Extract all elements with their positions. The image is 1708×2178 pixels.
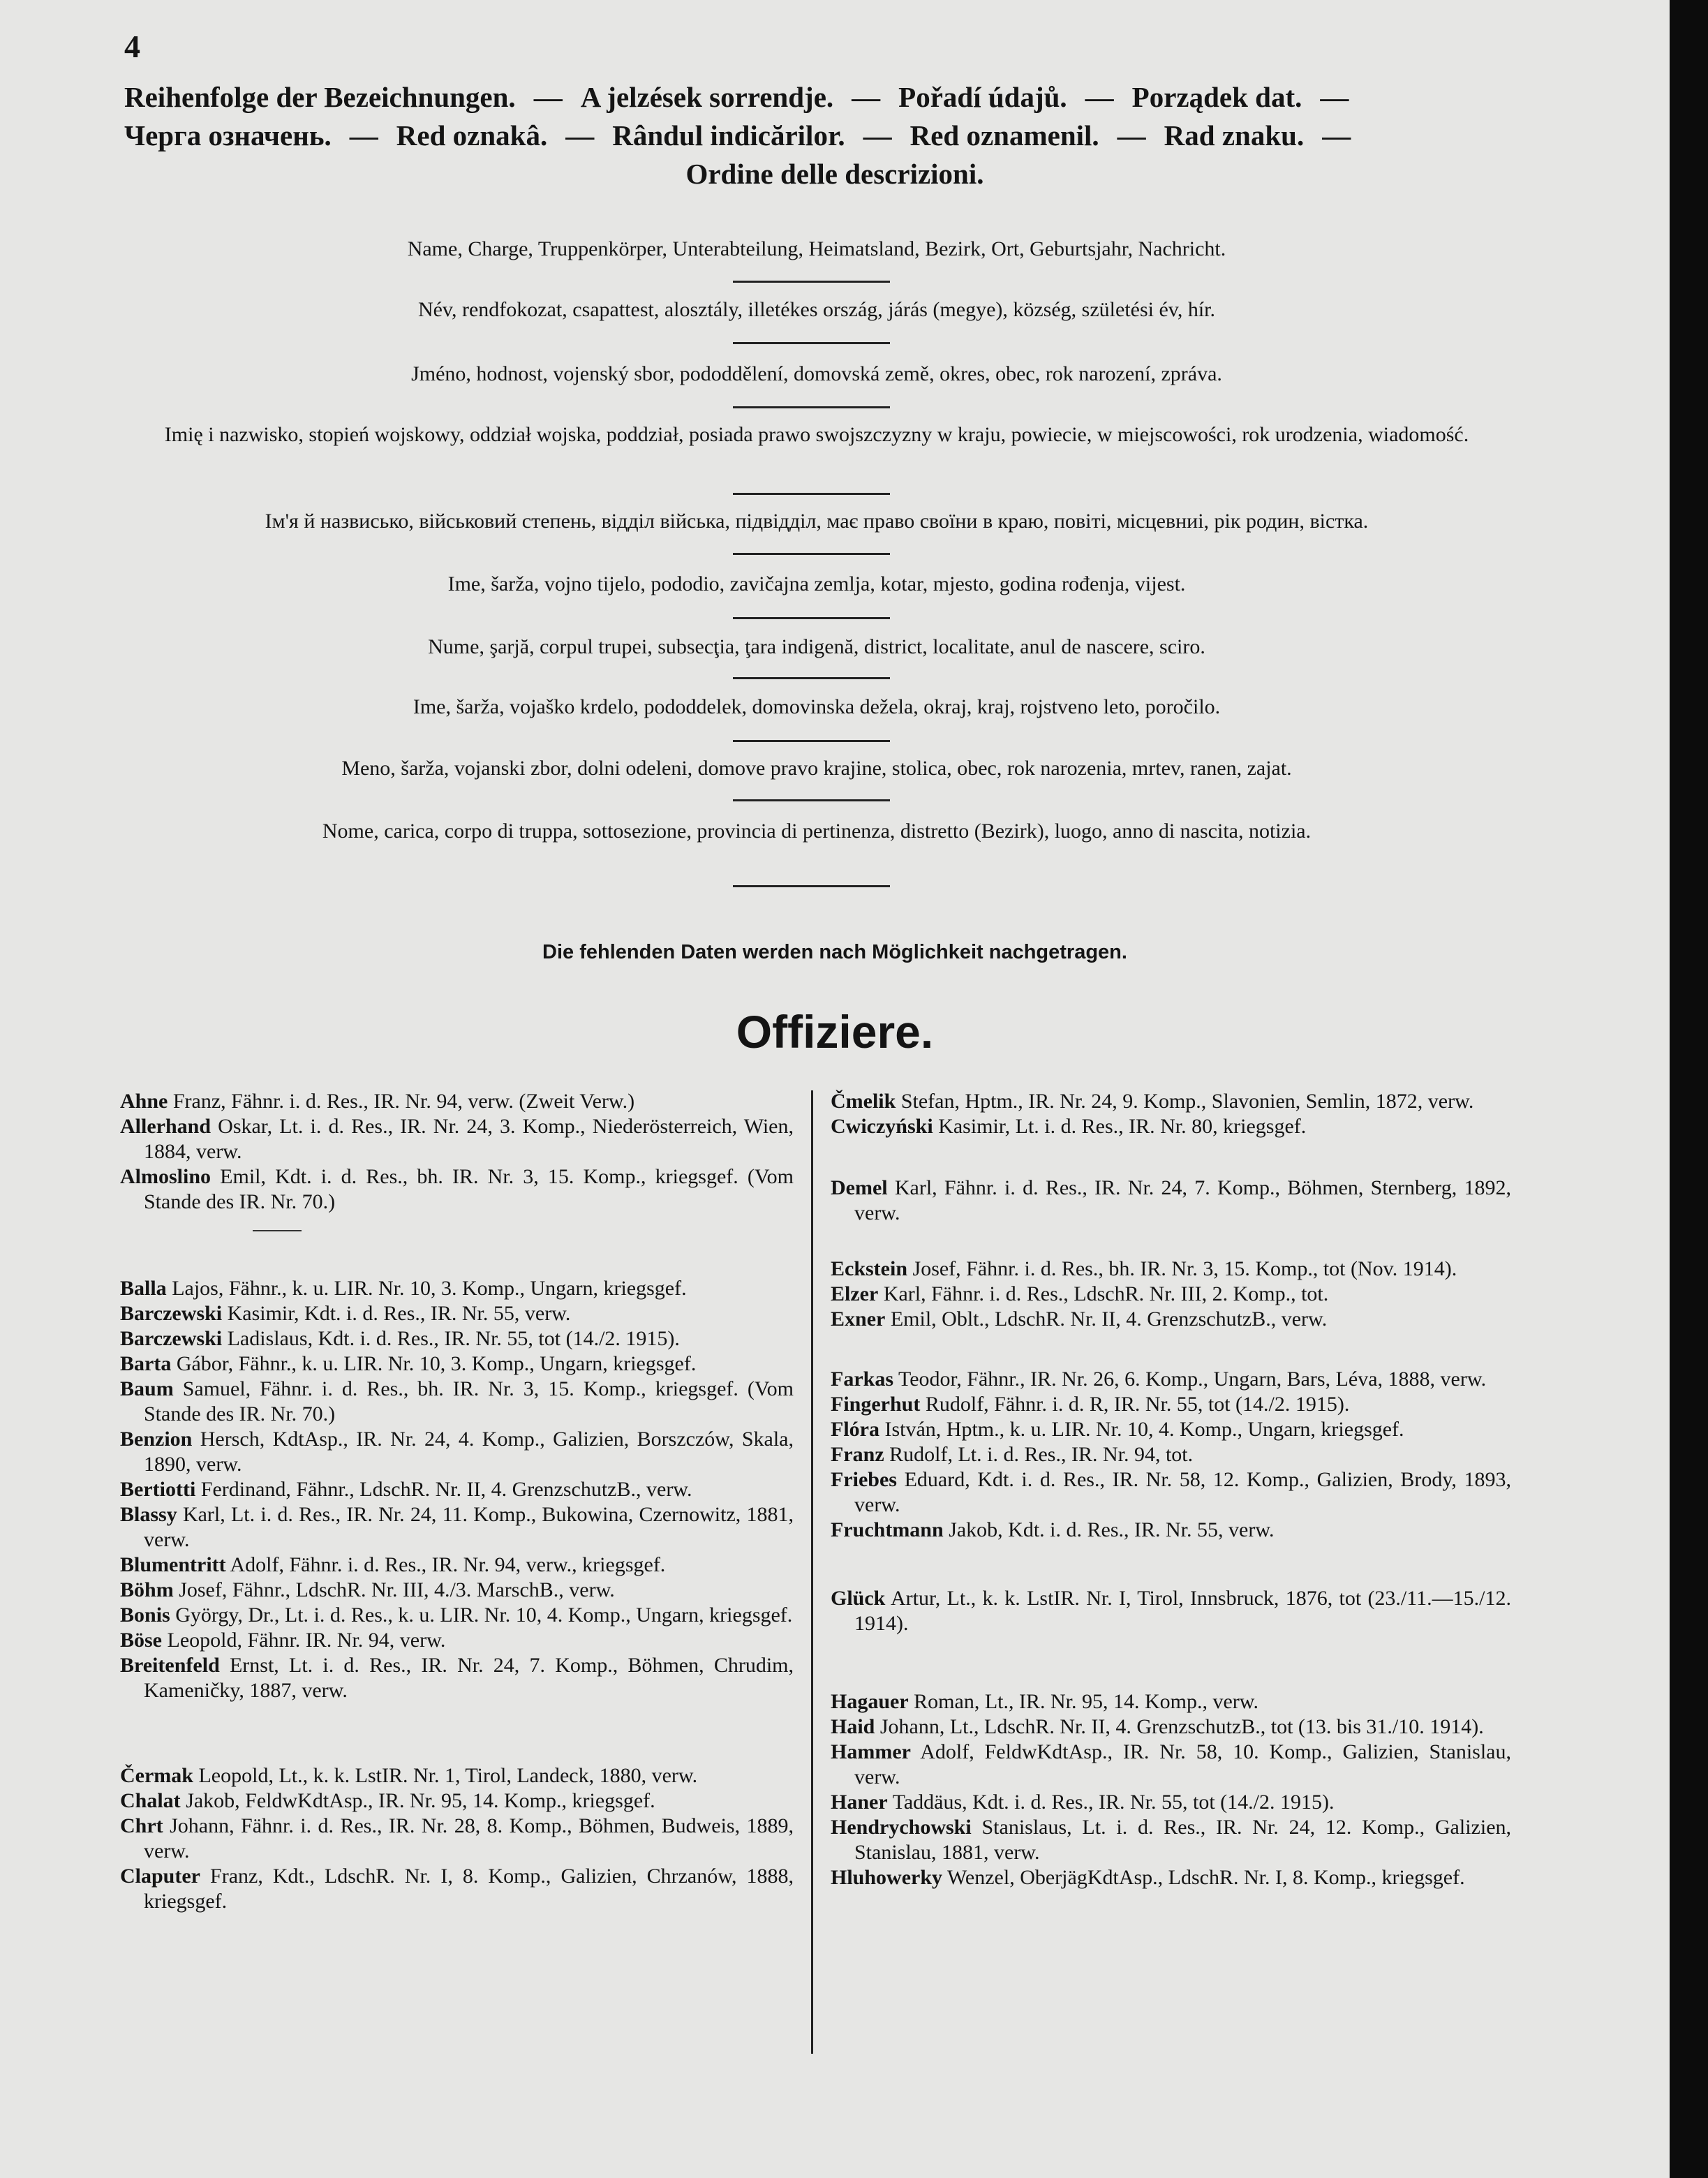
header-title-de: Reihenfolge der Bezeichnungen. [124,81,516,113]
column-divider [811,1090,813,2054]
list-entry: Exner Emil, Oblt., LdschR. Nr. II, 4. GrenzschutzB., verw. [831,1307,1328,1331]
missing-data-note: Die fehlenden Daten werden nach Möglichkeit nachgetragen. [542,941,1127,963]
divider-rule [733,493,890,495]
list-entry: Flóra István, Hptm., k. u. LIR. Nr. 10, 4. Komp., Ungarn, kriegsgef. [831,1418,1404,1441]
description-it: Nome, carica, corpo di truppa, sottosezione, provincia di pertinenza, distretto (Bezirk), luogo, anno di nascita, notizia. [322,820,1312,843]
list-entry: Bertiotti Ferdinand, Fähnr., LdschR. Nr. II, 4. GrenzschutzB., verw. [120,1478,692,1501]
list-entry: Baum Samuel, Fähnr. i. d. Res., bh. IR. Nr. 3, 15. Komp., kriegsgef. (Vom Stande des IR. Nr. 70.) [120,1377,794,1425]
list-entry: Glück Artur, Lt., k. k. LstIR. Nr. I, Tirol, Innsbruck, 1876, tot (23./11.—15./12. 1914). [831,1587,1511,1635]
header-title-hr: Red oznakâ. [396,119,548,151]
list-entry: Benzion Hersch, KdtAsp., IR. Nr. 24, 4. Komp., Galizien, Borszczów, Skala, 1890, verw. [120,1428,794,1476]
description-de: Name, Charge, Truppenkörper, Unterabteilung, Heimatsland, Bezirk, Ort, Geburtsjahr, Nachricht. [407,237,1226,260]
divider-rule [733,406,890,408]
divider-rule [733,799,890,801]
description-hr: Ime, šarža, vojno tijelo, pododio, zavičajna zemlja, kotar, mjesto, godina rođenja, vijest. [447,572,1186,595]
right-column [831,1089,1511,1890]
header-title-sk: Rad znaku. [1164,119,1305,151]
divider-rule [733,553,890,555]
divider-rule [733,342,890,344]
list-entry: Hendrychowski Stanislaus, Lt. i. d. Res., IR. Nr. 24, 12. Komp., Galizien, Stanislau, 1881, verw. [831,1816,1512,1864]
list-entry: Farkas Teodor, Fähnr., IR. Nr. 26, 6. Komp., Ungarn, Bars, Léva, 1888, verw. [831,1368,1487,1391]
divider-rule [733,617,890,619]
list-entry: Friebes Eduard, Kdt. i. d. Res., IR. Nr. 58, 12. Komp., Galizien, Brody, 1893, verw. [831,1468,1511,1516]
list-entry: Barczewski Kasimir, Kdt. i. d. Res., IR. Nr. 55, verw. [120,1302,571,1325]
header-title-it: Ordine delle descrizioni. [685,158,984,190]
description-cs: Jméno, hodnost, vojenský sbor, pododdělení, domovská země, okres, obec, rok narození, zpráva. [411,362,1222,385]
list-entry: Barczewski Ladislaus, Kdt. i. d. Res., IR. Nr. 55, tot (14./2. 1915). [120,1327,680,1350]
list-entry: Hagauer Roman, Lt., IR. Nr. 95, 14. Komp., verw. [831,1690,1258,1713]
description-hu: Név, rendfokozat, csapattest, alosztály, illetékes ország, járás (megye), község, születési év, hír. [417,298,1216,321]
header-title-cs: Pořadí údajů. [898,81,1067,113]
list-entry: Elzer Karl, Fähnr. i. d. Res., LdschR. Nr. III, 2. Komp., tot. [831,1282,1329,1305]
section-title: Offiziere. [736,1006,934,1058]
list-entry: Hammer Adolf, FeldwKdtAsp., IR. Nr. 58, 10. Komp., Galizien, Stanislau, verw. [831,1740,1511,1788]
list-entry: Fruchtmann Jakob, Kdt. i. d. Res., IR. Nr. 55, verw. [831,1518,1275,1541]
list-entry: Almoslino Emil, Kdt. i. d. Res., bh. IR. Nr. 3, 15. Komp., kriegsgef. (Vom Stande des IR. Nr. 70.) [120,1165,794,1213]
list-entry: Chalat Jakob, FeldwKdtAsp., IR. Nr. 95, 14. Komp., kriegsgef. [120,1789,655,1812]
page-number: 4 [124,29,140,64]
list-entry: Čermak Leopold, Lt., k. k. LstIR. Nr. 1, Tirol, Landeck, 1880, verw. [120,1764,698,1787]
list-entry: Demel Karl, Fähnr. i. d. Res., IR. Nr. 24, 7. Komp., Böhmen, Sternberg, 1892, verw. [831,1176,1511,1224]
list-entry: Franz Rudolf, Lt. i. d. Res., IR. Nr. 94, tot. [831,1443,1194,1466]
list-entry: Böse Leopold, Fähnr. IR. Nr. 94, verw. [120,1629,446,1652]
list-entry: Hluhowerky Wenzel, OberjägKdtAsp., LdschR. Nr. I, 8. Komp., kriegsgef. [831,1866,1465,1889]
divider-rule [733,740,890,742]
list-entry: Čmelik Stefan, Hptm., IR. Nr. 24, 9. Komp., Slavonien, Semlin, 1872, verw. [831,1090,1474,1113]
list-entry: Balla Lajos, Fähnr., k. u. LIR. Nr. 10, 3. Komp., Ungarn, kriegsgef. [120,1277,687,1300]
list-entry: Blumentritt Adolf, Fähnr. i. d. Res., IR. Nr. 94, verw., kriegsgef. [120,1553,666,1576]
header-title-pl: Porządek dat. [1131,81,1302,113]
left-column [120,1089,794,1914]
header-line-2: Черга означень. — Red oznakâ. — Rândul indicărilor. — Red oznamenil. — Rad znaku. — [124,119,1351,151]
description-sk: Meno, šarža, vojanski zbor, dolni odeleni, domove pravo krajine, stolica, obec, rok narozenia, mrtev, ranen, zajat. [341,757,1292,780]
list-entry: Fingerhut Rudolf, Fähnr. i. d. R, IR. Nr. 55, tot (14./2. 1915). [831,1393,1350,1416]
header-title-ro: Rândul indicărilor. [612,119,845,151]
divider-rule [733,677,890,679]
list-entry: Ahne Franz, Fähnr. i. d. Res., IR. Nr. 94, verw. (Zweit Verw.) [120,1090,635,1113]
list-entry: Böhm Josef, Fähnr., LdschR. Nr. III, 4./3. MarschB., verw. [120,1578,615,1601]
description-sl: Ime, šarža, vojaško krdelo, pododdelek, domovinska dežela, okraj, kraj, rojstveno leto, poročilo. [413,695,1221,718]
description-uk: Ім'я й назвисько, військовий степень, відділ війська, підвідділ, має право своїни в краю, повіті, місцевниі, рік родин, вістка. [265,510,1369,533]
header-title-uk: Черга означень. [124,119,332,151]
description-ro: Nume, şarjă, corpul trupei, subsecţia, ţara indigenă, district, localitate, anul de nascere, sciro. [428,635,1205,658]
list-entry: Blassy Karl, Lt. i. d. Res., IR. Nr. 24, 11. Komp., Bukowina, Czernowitz, 1881, verw. [120,1503,794,1551]
list-entry: Chrt Johann, Fähnr. i. d. Res., IR. Nr. 28, 8. Komp., Böhmen, Budweis, 1889, verw. [120,1814,794,1862]
scan-edge-shadow [1670,0,1708,2178]
divider-rule [733,885,890,887]
list-entry: Bonis György, Dr., Lt. i. d. Res., k. u. LIR. Nr. 10, 4. Komp., Ungarn, kriegsgef. [120,1603,793,1627]
list-entry: Breitenfeld Ernst, Lt. i. d. Res., IR. Nr. 24, 7. Komp., Böhmen, Chrudim, Kameničky, 1887, verw. [120,1654,794,1702]
list-entry: Haid Johann, Lt., LdschR. Nr. II, 4. GrenzschutzB., tot (13. bis 31./10. 1914). [831,1715,1484,1738]
list-entry: Haner Taddäus, Kdt. i. d. Res., IR. Nr. 55, tot (14./2. 1915). [831,1791,1335,1814]
list-entry: Cwiczyński Kasimir, Lt. i. d. Res., IR. Nr. 80, kriegsgef. [831,1115,1307,1138]
divider-rule [733,281,890,283]
list-entry: Barta Gábor, Fähnr., k. u. LIR. Nr. 10, 3. Komp., Ungarn, kriegsgef. [120,1352,697,1375]
list-entry: Claputer Franz, Kdt., LdschR. Nr. I, 8. Komp., Galizien, Chrzanów, 1888, kriegsgef. [120,1865,794,1913]
list-entry: Eckstein Josef, Fähnr. i. d. Res., bh. IR. Nr. 3, 15. Komp., tot (Nov. 1914). [831,1257,1457,1280]
header-title-sl: Red oznamenil. [909,119,1099,151]
description-pl: Imię i nazwisko, stopień wojskowy, oddział wojska, poddział, posiada prawo swojszczyzny w kraju, powiecie, w miejscowości, rok urodzenia, wiadomość. [164,423,1469,446]
list-entry: Allerhand Oskar, Lt. i. d. Res., IR. Nr. 24, 3. Komp., Niederösterreich, Wien, 1884, verw. [120,1115,794,1163]
header-line-1: Reihenfolge der Bezeichnungen. — A jelzések sorrendje. — Pořadí údajů. — Porządek dat. — [124,81,1349,113]
header-title-hu: A jelzések sorrendje. [580,81,834,113]
